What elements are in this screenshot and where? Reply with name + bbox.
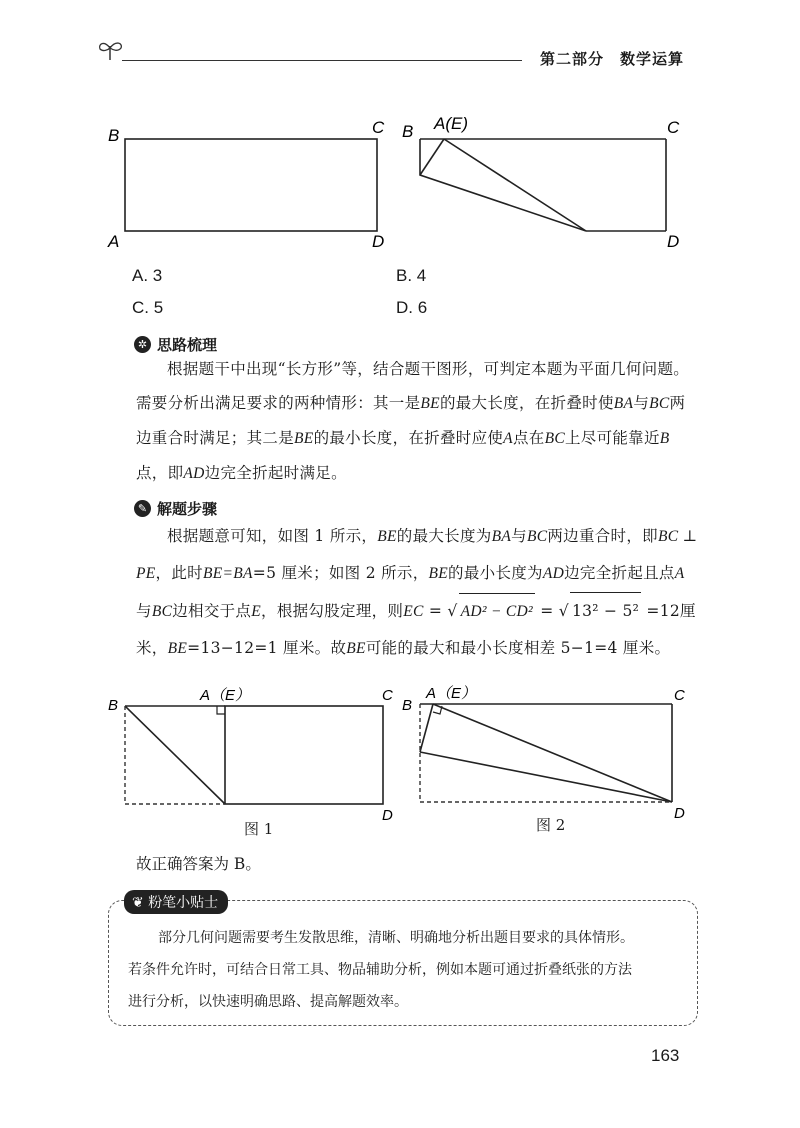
- section-heading-steps: [134, 498, 217, 519]
- option-a: A. 3: [132, 266, 163, 285]
- tip-line-2: 若条件允许时，可结合日常工具、物品辅助分析，例如本题可通过折叠纸张的方法: [128, 962, 632, 978]
- figure-rectangle-folded: [402, 115, 680, 251]
- section-title: 解题步骤: [157, 500, 218, 518]
- option-b: B. 4: [396, 266, 427, 285]
- label-b2: B: [402, 122, 414, 141]
- header-title: 第二部分 数学运算: [540, 50, 685, 68]
- answer-text: 故正确答案为 B。: [136, 855, 261, 873]
- section-title: 思路梳理: [157, 336, 218, 354]
- tip-line-1: 部分几何问题需要考生发散思维，清晰、明确地分析出题目要求的具体情形。: [158, 930, 634, 946]
- fig1-label-c: C: [382, 687, 393, 704]
- figure-2: [402, 685, 685, 822]
- fig1-label-b: B: [108, 697, 119, 714]
- label-c: C: [372, 118, 385, 137]
- fig2-label-b: B: [402, 697, 413, 714]
- label-d2: D: [667, 232, 680, 251]
- label-b: B: [108, 126, 120, 145]
- pen-icon: ✎: [134, 500, 151, 517]
- option-c: C. 5: [132, 298, 164, 317]
- fig2-label-ae: A（E）: [426, 685, 477, 702]
- sprout-icon: ❦: [132, 895, 149, 911]
- label-d: D: [372, 232, 385, 251]
- figure-1-caption: 图 1: [244, 820, 274, 838]
- tip-tag: [124, 890, 228, 914]
- figure-1: [108, 687, 393, 824]
- steps-paragraph: 根据题意可知，如图 1 所示，BE的最大长度为BA与BC两边重合时，即BC ⊥ PE，此时BE=BA=5 厘米；如图 2 所示，BE的最小长度为AD边完全折起且点A与BC边相交于点E，根据勾股定理，则EC = √ AD² − CD² = √ 13² − 5² =12厘米，BE=13−12=1 厘米。故BE可能的最大和最小长度相差 5−1=4 厘米。: [136, 527, 698, 657]
- figure-rectangle-original: [107, 118, 385, 251]
- page-number: 163: [651, 1046, 680, 1065]
- label-c2: C: [667, 118, 680, 137]
- figure-2-caption: 图 2: [536, 816, 566, 834]
- tip-tag-label: 粉笔小贴士: [148, 895, 219, 911]
- label-ae: A(E): [434, 115, 468, 133]
- gear-icon: ✲: [134, 336, 151, 353]
- option-d: D. 6: [396, 298, 428, 317]
- fig2-label-c: C: [674, 687, 685, 704]
- fig1-label-ae: A（E）: [200, 687, 251, 704]
- label-a: A: [108, 232, 120, 251]
- question-figures: [100, 115, 700, 255]
- analysis-paragraph: 根据题干中出现“长方形”等，结合题干图形，可判定本题为平面几何问题。需要分析出满足要求的两种情形：其一是BE的最大长度，在折叠时使BA与BC两边重合时满足；其二是BE的最小长度，在折叠时应使A点在BC上尽可能靠近B点，即AD边完全折起时满足。: [136, 360, 690, 482]
- sprout-icon: [96, 38, 126, 62]
- header-rule: [122, 60, 522, 61]
- fig2-label-d: D: [674, 805, 685, 822]
- tip-line-3: 进行分析，以快速明确思路、提高解题效率。: [128, 994, 408, 1010]
- solution-figures: [100, 682, 700, 842]
- tip-text: [128, 922, 688, 1018]
- fig1-label-d: D: [382, 807, 393, 824]
